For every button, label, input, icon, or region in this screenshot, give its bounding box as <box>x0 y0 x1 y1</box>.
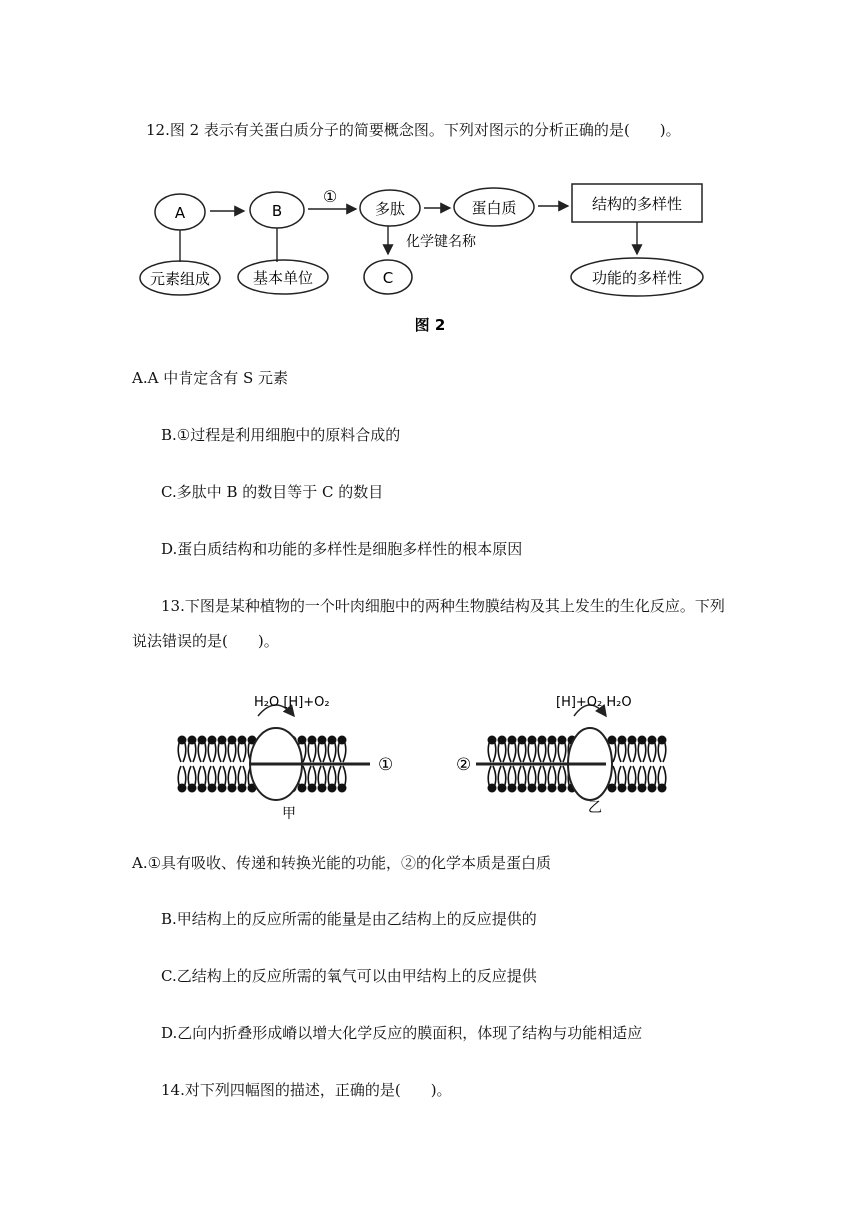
q13-stem-line2: 说法错误的是( )。 <box>132 632 279 650</box>
elements-label: 元素组成 <box>149 270 211 288</box>
q12-option-b: B.①过程是利用细胞中的原料合成的 <box>161 426 401 444</box>
q12-option-a: A.A 中肯定含有 S 元素 <box>132 369 289 387</box>
figure-caption: 图 2 <box>414 316 446 334</box>
q13-stem-line1: 13.下图是某种植物的一个叶肉细胞中的两种生物膜结构及其上发生的生化反应。下列 <box>161 597 725 615</box>
protein-concept-diagram <box>130 178 730 338</box>
function-diversity-label: 功能的多样性 <box>591 269 683 287</box>
biomembrane-diagram <box>170 684 720 828</box>
q13-option-d: D.乙向内折叠形成嵴以增大化学反应的膜面积，体现了结构与功能相适应 <box>161 1024 643 1042</box>
label-jia: 甲 <box>282 806 296 822</box>
step1-marker: ① <box>322 187 338 206</box>
q12-stem: 12.图 2 表示有关蛋白质分子的简要概念图。下列对图示的分析正确的是( )。 <box>146 121 681 139</box>
protein-label: 蛋白质 <box>471 199 517 217</box>
structure-diversity-label: 结构的多样性 <box>591 195 683 213</box>
node-a-label: A <box>174 204 186 222</box>
q13-option-c: C.乙结构上的反应所需的氧气可以由甲结构上的反应提供 <box>161 967 537 985</box>
label-yi: 乙 <box>588 800 602 816</box>
basic-unit-label: 基本单位 <box>252 269 314 287</box>
bond-name-label: 化学键名称 <box>406 234 476 250</box>
marker-2: ② <box>456 755 472 775</box>
polypeptide-label: 多肽 <box>374 200 406 218</box>
node-c-label: C <box>382 269 394 287</box>
q12-option-c: C.多肽中 B 的数目等于 C 的数目 <box>161 483 384 501</box>
reaction-label-jia: H₂O [H]+O₂ <box>254 695 330 710</box>
q14-stem: 14.对下列四幅图的描述，正确的是( )。 <box>161 1081 452 1099</box>
marker-1: ① <box>378 755 394 775</box>
q13-option-a: A.①具有吸收、传递和转换光能的功能，②的化学本质是蛋白质 <box>132 854 552 872</box>
reaction-label-yi: [H]+O₂ H₂O <box>556 695 632 710</box>
node-b-label: B <box>271 202 283 220</box>
q13-option-b: B.甲结构上的反应所需的能量是由乙结构上的反应提供的 <box>161 910 537 928</box>
q12-option-d: D.蛋白质结构和功能的多样性是细胞多样性的根本原因 <box>161 540 523 558</box>
